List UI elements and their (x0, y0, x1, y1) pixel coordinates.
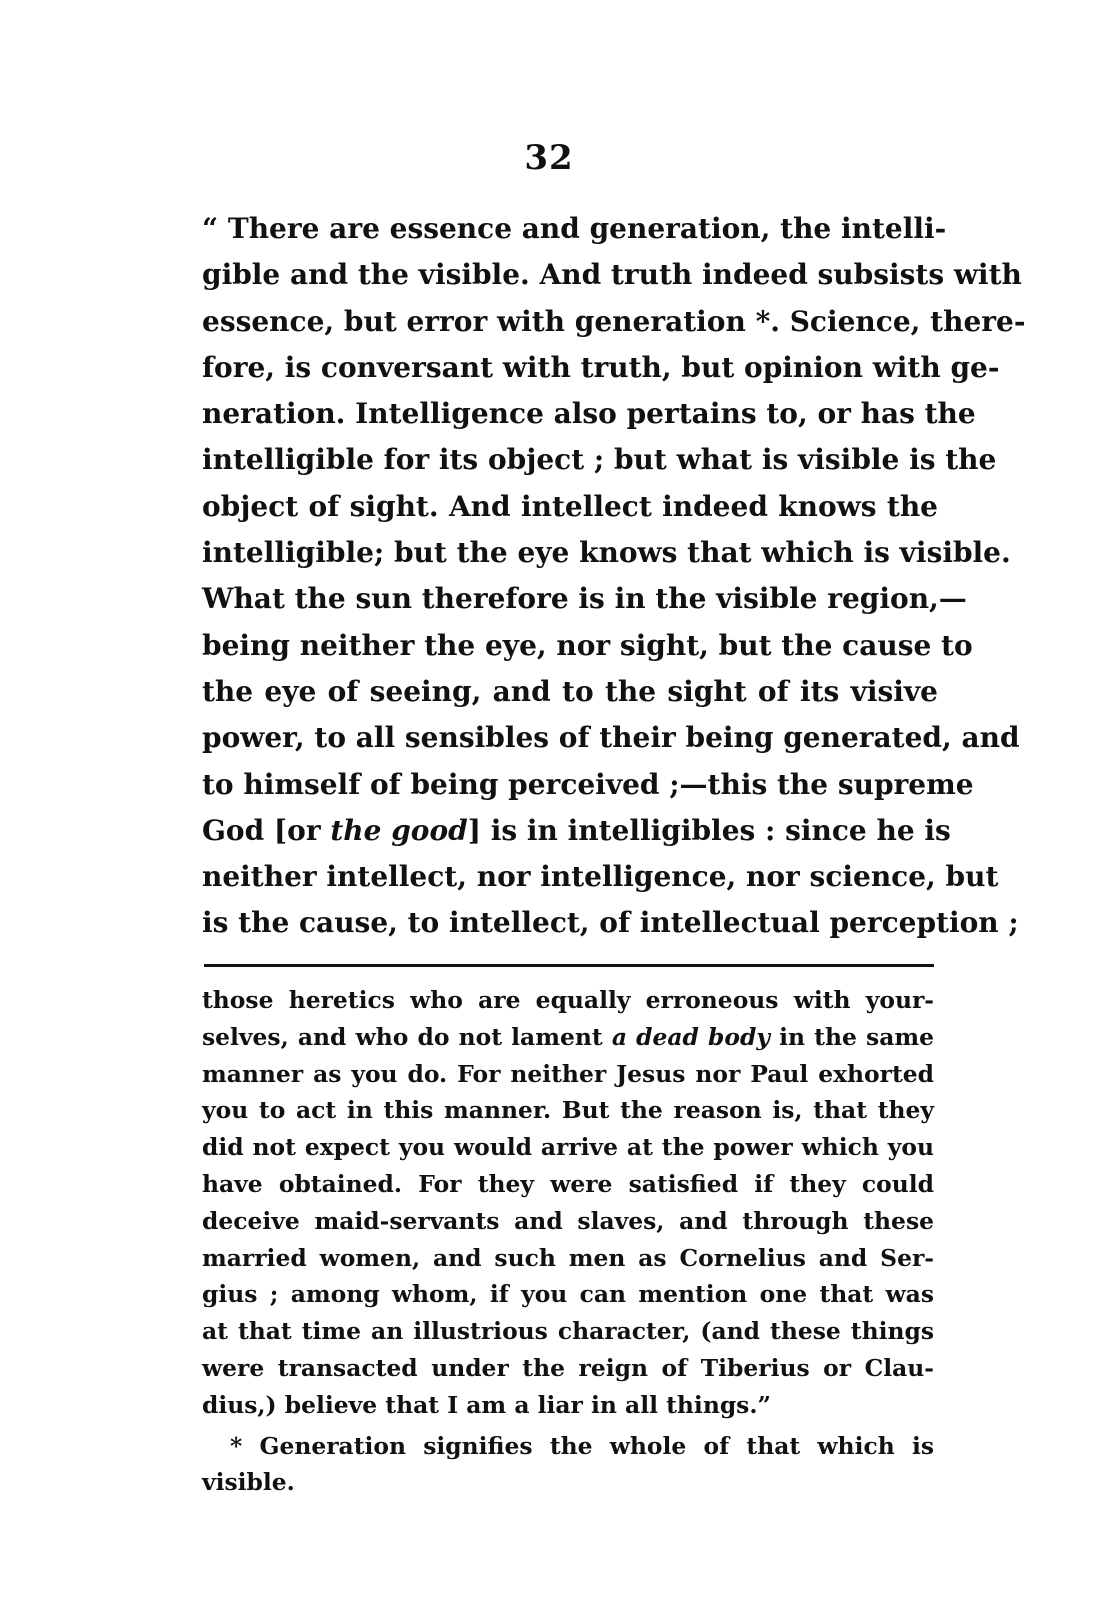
text-segment: ] is in intelligibles : since he is (467, 813, 951, 847)
footnote-line: manner as you do. For neither Jesus nor Paul exhorted (202, 1059, 934, 1088)
footnote-line: did not expect you would arrive at the power which you (202, 1133, 934, 1162)
main-body-text (202, 206, 1026, 947)
text-line: neither intellect, nor intelligence, nor science, but (202, 860, 999, 894)
footnote-line: at that time an illustrious character, (and these things (202, 1317, 934, 1346)
footnote-line (202, 1019, 934, 1056)
text-line: fore, is conversant with truth, but opinion with ge- (202, 350, 1000, 384)
text-line: intelligible; but the eye knows that which is visible. (202, 536, 1011, 570)
footnote-line: deceive maid-servants and slaves, and through these (202, 1206, 934, 1235)
footnote-line: dius,) believe that I am a liar in all things.” (202, 1390, 771, 1419)
footnote-line: gius ; among whom, if you can mention one that was (202, 1280, 934, 1309)
italic-phrase: a dead body (611, 1022, 770, 1051)
text-line: power, to all sensibles of their being generated, and (202, 721, 1020, 755)
text-line: the eye of seeing, and to the sight of its visive (202, 674, 938, 708)
text-segment: selves, and who do not lament (202, 1022, 612, 1051)
footnote-line: were transacted under the reign of Tiberius or Clau- (202, 1353, 934, 1382)
page-number: 32 (524, 138, 574, 178)
text-line: is the cause, to intellect, of intellectual perception ; (202, 906, 1019, 940)
text-segment: God [or (202, 813, 331, 847)
footnotes (202, 982, 934, 1501)
text-line: gible and the visible. And truth indeed subsists with (202, 258, 1022, 292)
text-line: object of sight. And intellect indeed knows the (202, 489, 938, 523)
text-line: to himself of being perceived ;—this the supreme (202, 767, 974, 801)
text-line: being neither the eye, nor sight, but the cause to (202, 628, 973, 662)
footnote-line: married women, and such men as Cornelius and Ser- (202, 1243, 934, 1272)
text-line: What the sun therefore is in the visible region,— (202, 582, 967, 616)
footnote-line: you to act in this manner. But the reason is, that they (202, 1096, 934, 1125)
text-line: “ There are essence and generation, the intelli- (202, 212, 947, 245)
footnote-continuation (202, 982, 934, 1424)
text-line (202, 808, 951, 854)
footnote-line: those heretics who are equally erroneous with your- (202, 986, 934, 1014)
text-segment: in the same (769, 1022, 934, 1051)
footnote-line: visible. (202, 1468, 295, 1497)
footnote-star (202, 1428, 934, 1502)
italic-phrase: the good (330, 813, 468, 847)
footnote-line: have obtained. For they were satisfied if they could (202, 1169, 934, 1198)
footnote-line: * Generation signifies the whole of that which is (230, 1431, 934, 1460)
text-line: intelligible for its object ; but what is visible is the (202, 443, 997, 477)
footnote-divider (204, 964, 934, 967)
text-line: essence, but error with generation *. Science, there- (202, 304, 1026, 338)
text-line: neration. Intelligence also pertains to, or has the (202, 397, 976, 431)
